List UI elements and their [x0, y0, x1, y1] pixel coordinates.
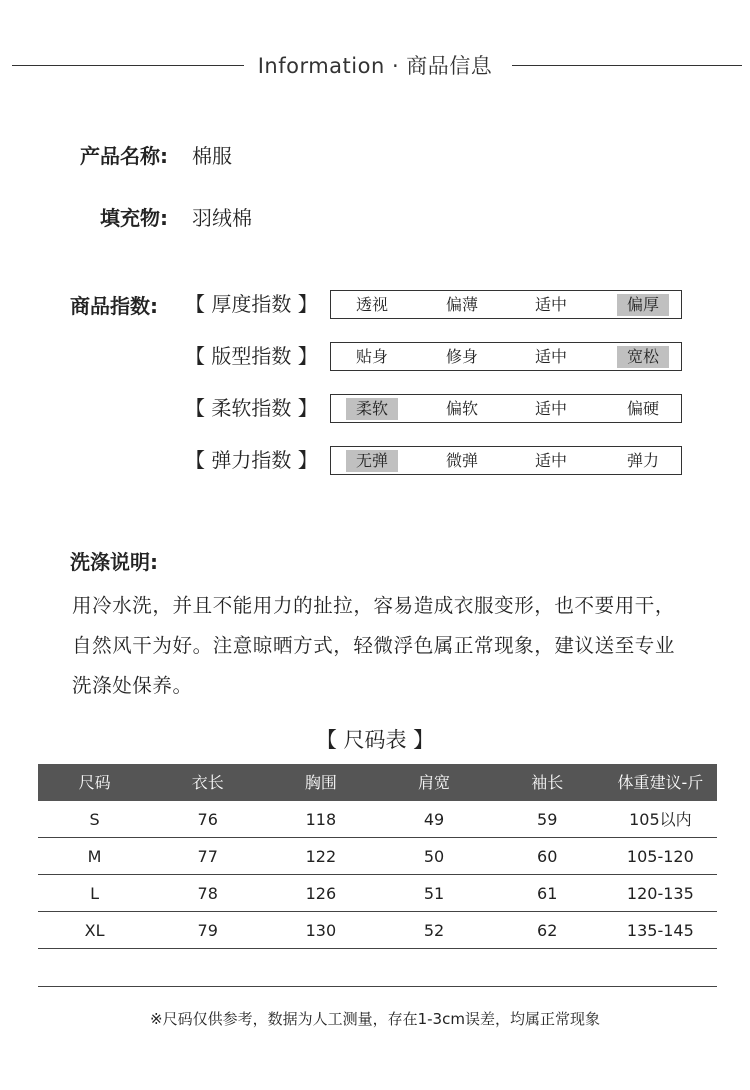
- product-name-value: 棉服: [192, 144, 232, 168]
- table-cell: 78: [197, 884, 218, 903]
- index-option: 弹力: [626, 451, 659, 470]
- table-cell: 76: [197, 810, 218, 829]
- table-cell: 61: [537, 884, 558, 903]
- table-cell: 118: [305, 810, 337, 829]
- footnote: ※尺码仅供参考，数据为人工测量，存在1-3cm误差，均属正常现象: [150, 1010, 600, 1028]
- index-option-selected: 偏厚: [617, 294, 669, 316]
- index-option: 微弹: [445, 451, 478, 470]
- index-option: 贴身: [355, 347, 388, 366]
- index-option-selected: 宽松: [617, 346, 669, 368]
- index-name: 【 弹力指数 】: [185, 448, 318, 472]
- index-scale: [330, 394, 682, 423]
- table-cell: 105-120: [626, 847, 694, 866]
- table-row: [38, 801, 717, 838]
- index-option: 适中: [534, 451, 567, 470]
- index-name: 【 厚度指数 】: [185, 292, 318, 316]
- table-cell: 77: [197, 847, 218, 866]
- index-option: 适中: [534, 347, 567, 366]
- table-cell: 130: [305, 921, 337, 940]
- index-scale: [330, 290, 682, 319]
- product-name-row: [0, 140, 750, 170]
- header-cell: 袖长: [531, 773, 564, 792]
- index-row-elasticity: [185, 446, 685, 476]
- table-cell: 59: [537, 810, 558, 829]
- index-option-selected: 无弹: [346, 450, 398, 472]
- table-cell: XL: [84, 921, 105, 940]
- table-cell: 62: [537, 921, 558, 940]
- size-chart-title: 【 尺码表 】: [315, 728, 435, 752]
- table-cell: 79: [197, 921, 218, 940]
- table-cell: 51: [423, 884, 445, 903]
- index-name: 【 版型指数 】: [185, 344, 318, 368]
- header-cell: 体重建议-斤: [617, 773, 704, 792]
- table-row: [38, 912, 717, 949]
- index-name: 【 柔软指数 】: [185, 396, 318, 420]
- size-table-header: [38, 764, 717, 801]
- index-scale: [330, 342, 682, 371]
- index-option: 修身: [445, 347, 478, 366]
- indices-label: 商品指数:: [70, 294, 158, 318]
- table-row: [38, 838, 717, 875]
- index-option: 偏软: [445, 399, 478, 418]
- table-cell: S: [89, 810, 100, 829]
- index-option: 偏硬: [626, 399, 659, 418]
- table-end-rule: [38, 986, 717, 987]
- index-option: 适中: [534, 399, 567, 418]
- table-cell: 120-135: [626, 884, 694, 903]
- table-cell: 49: [423, 810, 445, 829]
- header-cell: 胸围: [304, 773, 337, 792]
- header-cell: 尺码: [78, 773, 111, 792]
- index-scale: [330, 446, 682, 475]
- table-cell: M: [87, 847, 102, 866]
- fill-label: 填充物:: [100, 206, 168, 230]
- table-cell: 60: [537, 847, 558, 866]
- section-header: [0, 48, 750, 82]
- index-row-fit: [185, 342, 685, 372]
- table-cell: 126: [305, 884, 337, 903]
- index-option: 透视: [355, 295, 388, 314]
- size-table: [38, 764, 717, 949]
- header-rule-right: [512, 65, 742, 66]
- header-cell: 衣长: [191, 773, 224, 792]
- fill-row: [0, 202, 750, 232]
- washing-title: 洗涤说明:: [70, 550, 158, 574]
- index-row-thickness: [185, 290, 685, 320]
- index-row-softness: [185, 394, 685, 424]
- index-option-selected: 柔软: [346, 398, 398, 420]
- table-cell: 52: [423, 921, 445, 940]
- table-cell: 105以内: [629, 810, 692, 829]
- table-cell: 135-145: [626, 921, 694, 940]
- table-row: [38, 875, 717, 912]
- fill-value: 羽绒棉: [192, 206, 252, 230]
- section-title: Information · 商品信息: [257, 54, 493, 78]
- index-option: 偏薄: [445, 295, 478, 314]
- washing-text: 用冷水洗，并且不能用力的扯拉，容易造成衣服变形，也不要用干，自然风干为好。注意晾晒方式，轻微浮色属正常现象，建议送至专业洗涤处保养。: [72, 594, 676, 697]
- table-cell: L: [90, 884, 100, 903]
- table-cell: 122: [305, 847, 337, 866]
- header-cell: 肩宽: [418, 773, 451, 792]
- product-name-label: 产品名称:: [80, 144, 168, 168]
- table-cell: 50: [423, 847, 445, 866]
- index-option: 适中: [534, 295, 567, 314]
